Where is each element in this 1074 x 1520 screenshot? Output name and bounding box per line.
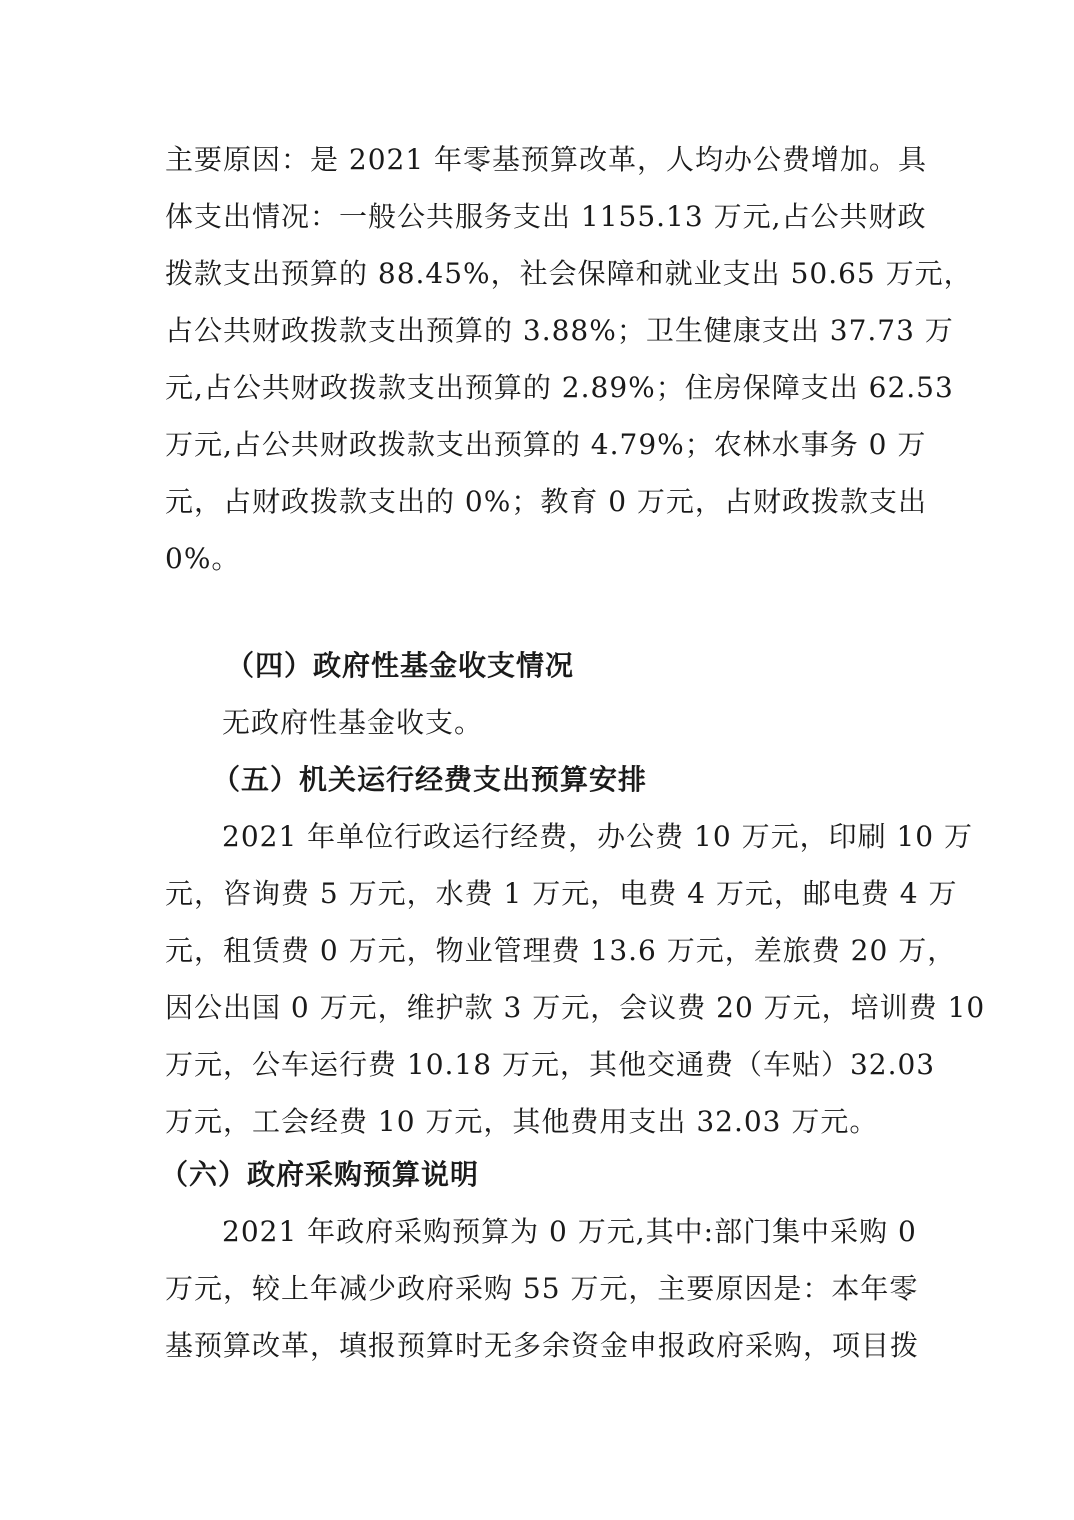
text-line: 2021 年单位行政运行经费，办公费 10 万元，印刷 10 万 [222,820,974,853]
text-line: 元,占公共财政拨款支出预算的 2.89%；住房保障支出 62.53 [165,371,954,404]
text-line: 元，咨询费 5 万元，水费 1 万元，电费 4 万元，邮电费 4 万 [165,877,958,910]
section-heading: （六）政府采购预算说明 [160,1158,480,1191]
section-heading: （四）政府性基金收支情况 [226,649,575,682]
text-line: 主要原因：是 2021 年零基预算改革，人均办公费增加。具 [165,143,928,176]
text-line: 体支出情况：一般公共服务支出 1155.13 万元,占公共财政 [165,200,927,233]
text-line: 拨款支出预算的 88.45%，社会保障和就业支出 50.65 万元， [165,257,973,290]
text-line: 万元，公车运行费 10.18 万元，其他交通费（车贴）32.03 [165,1048,936,1081]
text-line: 0%。 [165,542,241,575]
text-line: 占公共财政拨款支出预算的 3.88%；卫生健康支出 37.73 万 [165,314,954,347]
text-line: 元，占财政拨款支出的 0%；教育 0 万元，占财政拨款支出 [165,485,927,518]
text-line: 因公出国 0 万元，维护款 3 万元，会议费 20 万元，培训费 10 [165,991,986,1024]
text-line: 万元，较上年减少政府采购 55 万元，主要原因是：本年零 [165,1272,919,1305]
text-line: 万元，工会经费 10 万元，其他费用支出 32.03 万元。 [165,1105,879,1138]
text-line: 元，租赁费 0 万元，物业管理费 13.6 万元，差旅费 20 万， [165,934,957,967]
text-line: 2021 年政府采购预算为 0 万元,其中:部门集中采购 0 [222,1215,917,1248]
text-line: 无政府性基金收支。 [222,706,484,739]
text-line: 万元,占公共财政拨款支出预算的 4.79%；农林水事务 0 万 [165,428,927,461]
section-heading: （五）机关运行经费支出预算安排 [212,763,648,796]
text-line: 基预算改革，填报预算时无多余资金申报政府采购，项目拨 [165,1329,920,1362]
